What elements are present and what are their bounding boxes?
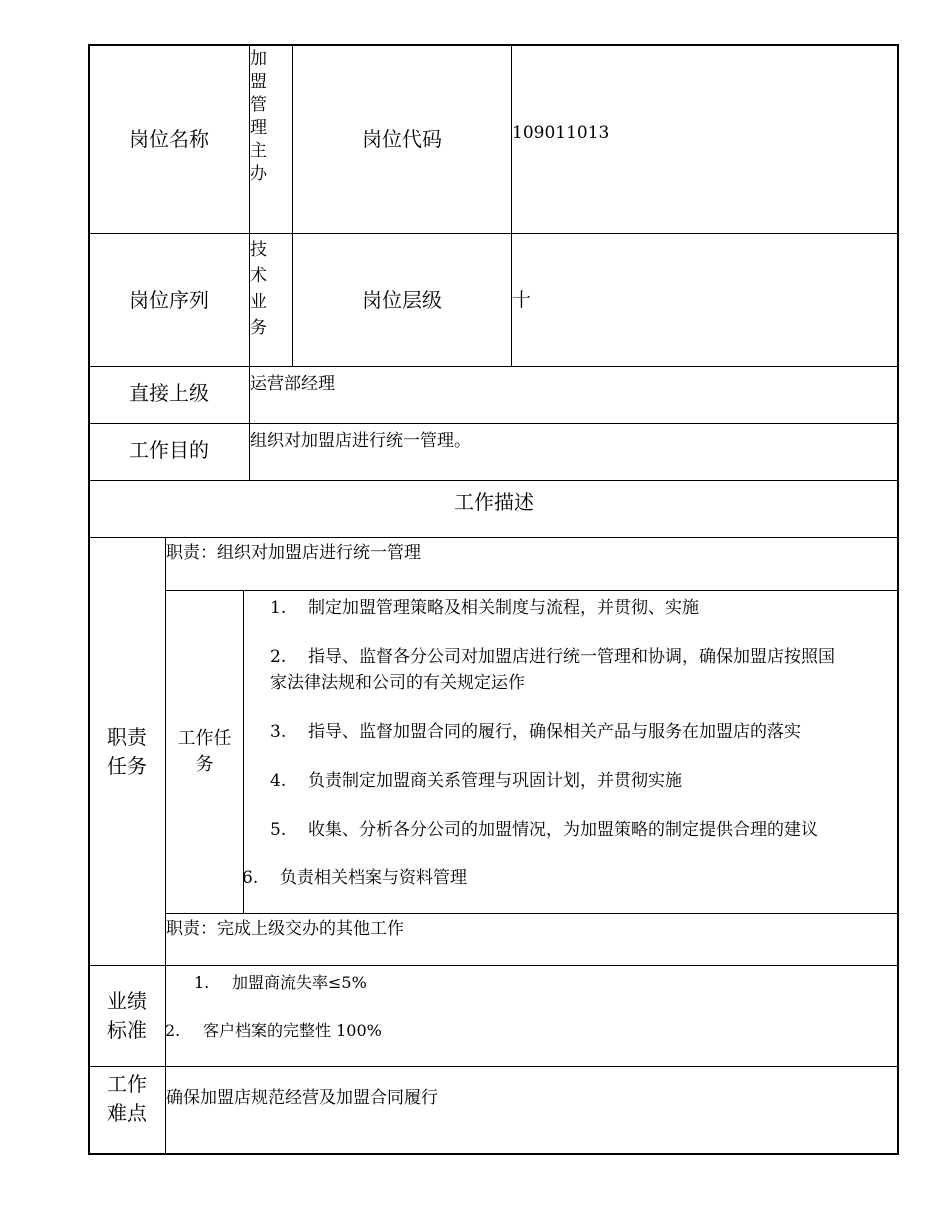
position-name-value: 加盟管理主办 xyxy=(250,49,267,184)
performance-label-cell xyxy=(88,965,165,1066)
task-item-3: 3. 指导、监督加盟合同的履行，确保相关产品与服务在加盟店的落实 xyxy=(270,722,801,742)
difficulty-label-line1: 工作 xyxy=(107,1072,147,1096)
task-item-2: 2. 指导、监督各分公司对加盟店进行统一管理和协调，确保加盟店按照国 xyxy=(270,647,835,667)
performance-item-2: 2. 客户档案的完整性 100% xyxy=(165,1021,382,1040)
task-item-5: 5. 收集、分析各分公司的加盟情况，为加盟策略的制定提供合理的建议 xyxy=(270,820,818,840)
duty2-text: 职责：完成上级交办的其他工作 xyxy=(166,919,404,939)
task-item-2-continued: 家法律法规和公司的有关规定运作 xyxy=(270,673,525,693)
tasks-list-cell xyxy=(243,590,899,913)
task-item-4: 4. 负责制定加盟商关系管理与巩固计划，并贯彻实施 xyxy=(270,771,682,791)
work-description-title: 工作描述 xyxy=(88,480,899,537)
purpose-value: 组织对加盟店进行统一管理。 xyxy=(250,431,471,451)
task-item-6: 6. 负责相关档案与资料管理 xyxy=(242,868,467,888)
tasks-label-cell xyxy=(165,590,243,913)
task-item-1: 1. 制定加盟管理策略及相关制度与流程，并贯彻、实施 xyxy=(270,598,699,618)
position-series-label: 岗位序列 xyxy=(88,233,249,366)
position-name-label: 岗位名称 xyxy=(88,44,249,233)
purpose-label: 工作目的 xyxy=(88,423,249,480)
performance-label-line1: 业绩 xyxy=(107,989,147,1013)
position-name-value-cell xyxy=(249,44,292,233)
position-code-value-cell xyxy=(511,44,899,233)
performance-item-1: 1. 加盟商流失率≤5% xyxy=(194,973,367,992)
position-series-value-cell xyxy=(249,233,292,366)
duties-label-cell xyxy=(88,537,165,965)
duties-label-line1: 职责 xyxy=(107,724,147,749)
superior-label: 直接上级 xyxy=(88,366,249,423)
job-description-table xyxy=(88,44,899,1155)
purpose-value-cell xyxy=(249,423,899,480)
duty1-text: 职责：组织对加盟店进行统一管理 xyxy=(166,543,421,563)
position-code-value: 109011013 xyxy=(512,123,610,143)
performance-label-line2: 标准 xyxy=(107,1018,147,1042)
performance-value-cell xyxy=(165,965,899,1066)
position-series-value: 技术业务 xyxy=(250,240,267,338)
difficulty-label-cell xyxy=(88,1066,165,1155)
tasks-label-line2: 务 xyxy=(195,754,214,775)
position-level-label: 岗位层级 xyxy=(292,233,511,366)
duty2-cell xyxy=(165,913,899,965)
position-code-label: 岗位代码 xyxy=(292,44,511,233)
superior-value: 运营部经理 xyxy=(250,374,335,394)
difficulty-value-cell xyxy=(165,1066,899,1155)
duties-label-line2: 任务 xyxy=(107,753,147,778)
position-level-value: 十 xyxy=(512,289,532,311)
duty1-cell xyxy=(165,537,899,590)
superior-value-cell xyxy=(249,366,899,423)
difficulty-label-line2: 难点 xyxy=(107,1101,147,1125)
position-level-value-cell xyxy=(511,233,899,366)
difficulty-value: 确保加盟店规范经营及加盟合同履行 xyxy=(166,1088,438,1108)
tasks-label-line1: 工作任 xyxy=(177,728,232,749)
